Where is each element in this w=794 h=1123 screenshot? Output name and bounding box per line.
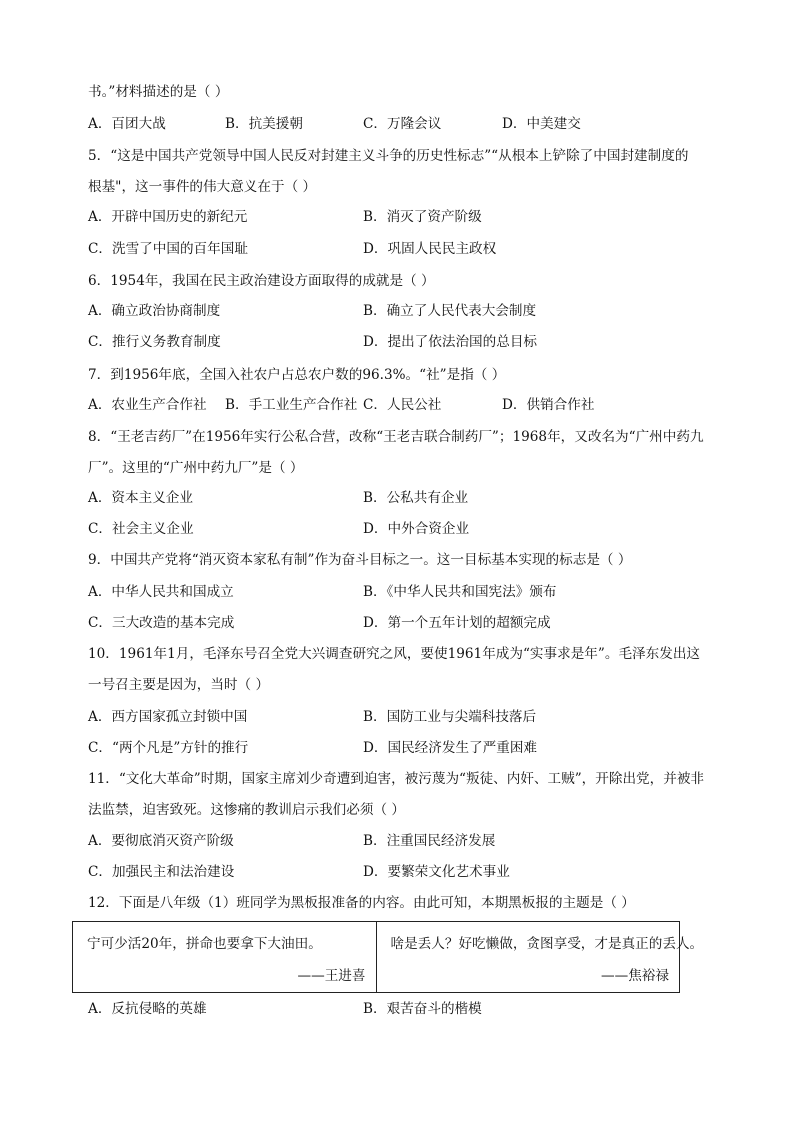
quote-author: ——王进喜 [297, 968, 366, 984]
question-line-q5-line1: 5．“这是中国共产党领导中国人民反对封建主义斗争的历史性标志”“从根本上铲除了中国封建制度的 [88, 148, 689, 164]
question-line-q10-line1: 10．1961年1月，毛泽东号召全党大兴调查研究之风，要使1961年成为“实事求是年”。毛泽东发出这 [88, 646, 701, 662]
option-q12-a: A．反抗侵略的英雄 [88, 1001, 207, 1017]
option-q4-c: C．万隆会议 [363, 116, 442, 132]
option-q10-d: D．国民经济发生了严重困难 [363, 740, 538, 756]
blackboard-quote-table [72, 921, 704, 993]
question-line-q7: 7．到1956年底，全国入社农户占总农户数的96.3%。“社”是指（ ） [88, 367, 506, 383]
option-q6-d: D．提出了依法治国的总目标 [363, 334, 538, 350]
option-q8-a: A．资本主义企业 [88, 490, 193, 506]
option-q8-c: C．社会主义企业 [88, 521, 194, 537]
quote-cell-wang-jinxi [73, 922, 376, 992]
option-q5-d: D．巩固人民民主政权 [363, 241, 497, 257]
option-q11-a: A．要彻底消灭资产阶级 [88, 833, 234, 849]
question-line-q11-line1: 11．“文化大革命”时期，国家主席刘少奇遭到迫害，被污蔑为“叛徒、内奸、工贼”，开除出党，并被非 [88, 771, 705, 787]
option-q10-a: A．西方国家孤立封锁中国 [88, 709, 248, 725]
option-q10-b: B．国防工业与尖端科技落后 [363, 709, 537, 725]
option-q4-b: B．抗美援朝 [225, 116, 303, 132]
question-line-q10-line2: 一号召主要是因为，当时（ ） [88, 677, 270, 693]
option-q12-b: B．艰苦奋斗的楷模 [363, 1001, 482, 1017]
option-q4-a: A．百团大战 [88, 116, 166, 132]
question-line-q8-line1: 8．“王老吉药厂”在1956年实行公私合营，改称“王老吉联合制药厂”；1968年，又改名为“广州中药九 [88, 429, 704, 445]
option-q7-b: B．手工业生产合作社 [225, 397, 358, 413]
option-q4-d: D．中美建交 [502, 116, 581, 132]
option-q5-c: C．洗雪了中国的百年国耻 [88, 241, 248, 257]
option-q10-c: C．“两个凡是”方针的推行 [88, 740, 249, 756]
option-q5-b: B．消灭了资产阶级 [363, 209, 482, 225]
question-line-q8-line2: 厂”。这里的“广州中药九厂”是（ ） [88, 460, 304, 476]
option-q8-d: D．中外合资企业 [363, 521, 470, 537]
option-q8-b: B．公私共有企业 [363, 490, 469, 506]
option-q7-c: C．人民公社 [363, 397, 442, 413]
question-line-q9: 9．中国共产党将“消灭资本家私有制”作为奋斗目标之一。这一目标基本实现的标志是（ ） [88, 552, 632, 568]
quote-text: 宁可少活20年，拼命也要拿下大油田。 [87, 936, 322, 952]
question-line-q11-line2: 法监禁，迫害致死。这惨痛的教训启示我们必须（ ） [88, 802, 405, 818]
question-line-q4-tail: 书。”材料描述的是（ ） [88, 84, 229, 100]
option-q11-d: D．要繁荣文化艺术事业 [363, 864, 510, 880]
option-q11-b: B．注重国民经济发展 [363, 833, 496, 849]
quote-author: ——焦裕禄 [601, 968, 669, 984]
option-q9-a: A．中华人民共和国成立 [88, 584, 234, 600]
question-line-q6: 6．1954年，我国在民主政治建设方面取得的成就是（ ） [88, 273, 435, 289]
question-line-q5-line2: 根基"，这一事件的伟大意义在于（ ） [88, 179, 317, 195]
option-q11-c: C．加强民主和法治建设 [88, 864, 235, 880]
option-q6-b: B．确立了人民代表大会制度 [363, 303, 537, 319]
option-q7-d: D．供销合作社 [502, 397, 595, 413]
question-line-q12: 12．下面是八年级（1）班同学为黑板报准备的内容。由此可知，本期黑板报的主题是（ ） [88, 895, 635, 911]
option-q5-a: A．开辟中国历史的新纪元 [88, 209, 248, 225]
quote-cell-jiao-yulu [376, 922, 704, 992]
option-q9-d: D．第一个五年计划的超额完成 [363, 615, 551, 631]
option-q6-a: A．确立政治协商制度 [88, 303, 221, 319]
option-q9-c: C．三大改造的基本完成 [88, 615, 235, 631]
option-q7-a: A．农业生产合作社 [88, 397, 207, 413]
option-q6-c: C．推行义务教育制度 [88, 334, 221, 350]
quote-text: 啥是丢人？好吃懒做，贪图享受，才是真正的丢人。 [390, 936, 704, 952]
option-q9-b: B．《中华人民共和国宪法》颁布 [363, 584, 557, 600]
